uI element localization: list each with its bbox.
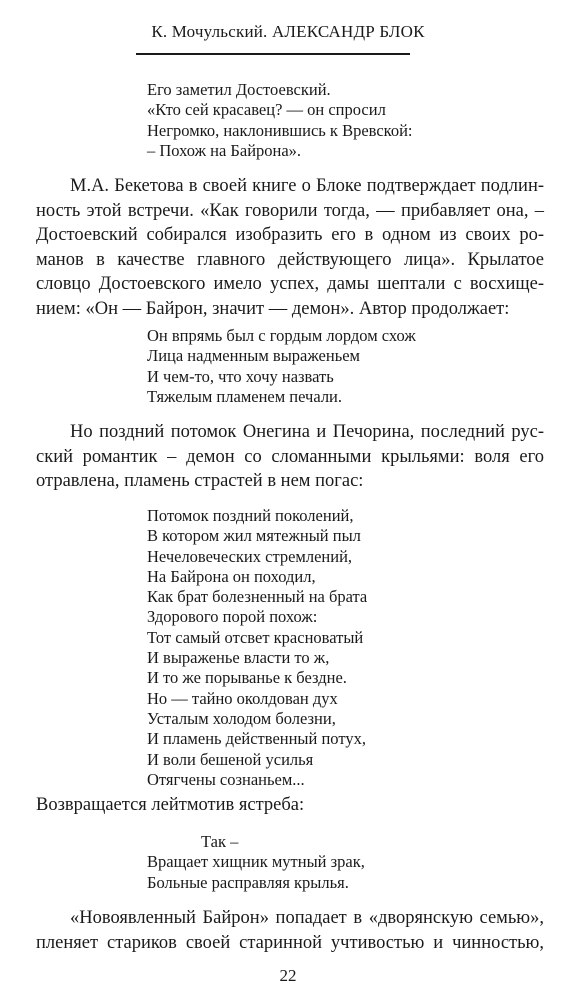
verse-line: Так – [201, 832, 239, 851]
verse-line: «Кто сей красавец? — он спросил [147, 100, 386, 120]
running-header: К. Мочульский. АЛЕКСАНДР БЛОК [151, 22, 425, 41]
verse-block-2 [147, 326, 416, 407]
header-rule [136, 53, 410, 55]
verse-line: Отягчены сознаньем... [147, 769, 305, 789]
paragraph-4 [36, 906, 544, 955]
paragraph-line: «Новоявленный Байрон» попадает в «дворянскую семью», [70, 908, 544, 928]
verse-line: Тот самый отсвет красноватый [147, 627, 364, 647]
verse-line: Его заметил Достоевский. [147, 80, 331, 99]
verse-line: На Байрона он походил, [147, 566, 316, 586]
verse-line: Но — тайно околдован дух [147, 688, 338, 708]
verse-block-3 [147, 506, 367, 790]
paragraph-line: Достоевский собирался изобразить его в одном из своих ро- [36, 225, 544, 245]
verse-line: И выраженье власти то ж, [147, 648, 330, 668]
verse-line: В котором жил мятежный пыл [147, 526, 361, 546]
verse-line: И чем-то, что хочу назвать [147, 366, 334, 386]
paragraph-line: Но поздний потомок Онегина и Печорина, последний рус- [70, 422, 544, 442]
verse-line: И то же порыванье к бездне. [147, 668, 347, 688]
paragraph-line: нием: «Он — Байрон, значит — демон». Автор продолжает: [36, 298, 510, 319]
verse-line: Усталым холодом болезни, [147, 708, 336, 728]
verse-line: – Похож на Байрона». [147, 140, 302, 160]
verse-line: Больные расправляя крылья. [147, 872, 349, 892]
verse-line: Негромко, наклонившись к Вревской: [147, 120, 413, 140]
paragraph-line: словцо Достоевского имело успех, дамы шептали с восхище- [36, 274, 544, 294]
verse-line: Лица надменным выраженьем [147, 346, 361, 366]
paragraph-line: Возвращается лейтмотив ястреба: [36, 795, 305, 815]
page-number: 22 [279, 966, 297, 985]
paragraph-line: М.А. Бекетова в своей книге о Блоке подтверждает подлин- [70, 176, 544, 196]
verse-block-4 [147, 832, 365, 893]
verse-line: И воли бешеной усилья [147, 749, 314, 769]
paragraph-line: манов в качестве главного действующего лица». Крылатое [36, 249, 544, 270]
verse-line: Вращает хищник мутный зрак, [147, 852, 365, 872]
paragraph-line: пленяет стариков своей старинной учтивостью и чинностью, [36, 932, 544, 953]
verse-line: И пламень действенный потух, [147, 729, 366, 749]
verse-line: Как брат болезненный на брата [147, 587, 368, 607]
paragraph-3 [36, 793, 544, 818]
paragraph-line: ский романтик – демон со сломанными крыльями: воля его [36, 446, 544, 467]
paragraph-line: ность этой встречи. «Как говорили тогда, — прибавляет она, – [36, 200, 544, 221]
paragraph-2 [36, 420, 544, 494]
verse-block-1 [147, 80, 413, 161]
paragraph-1 [36, 174, 544, 321]
verse-line: Нечеловеческих стремлений, [147, 546, 353, 566]
verse-line: Потомок поздний поколений, [147, 506, 354, 525]
paragraph-line: отравлена, пламень страстей в нем погас: [36, 471, 364, 491]
verse-line: Тяжелым пламенем печали. [147, 386, 343, 406]
verse-line: Он впрямь был с гордым лордом схож [147, 326, 416, 345]
verse-line: Здорового порой похож: [147, 607, 318, 627]
